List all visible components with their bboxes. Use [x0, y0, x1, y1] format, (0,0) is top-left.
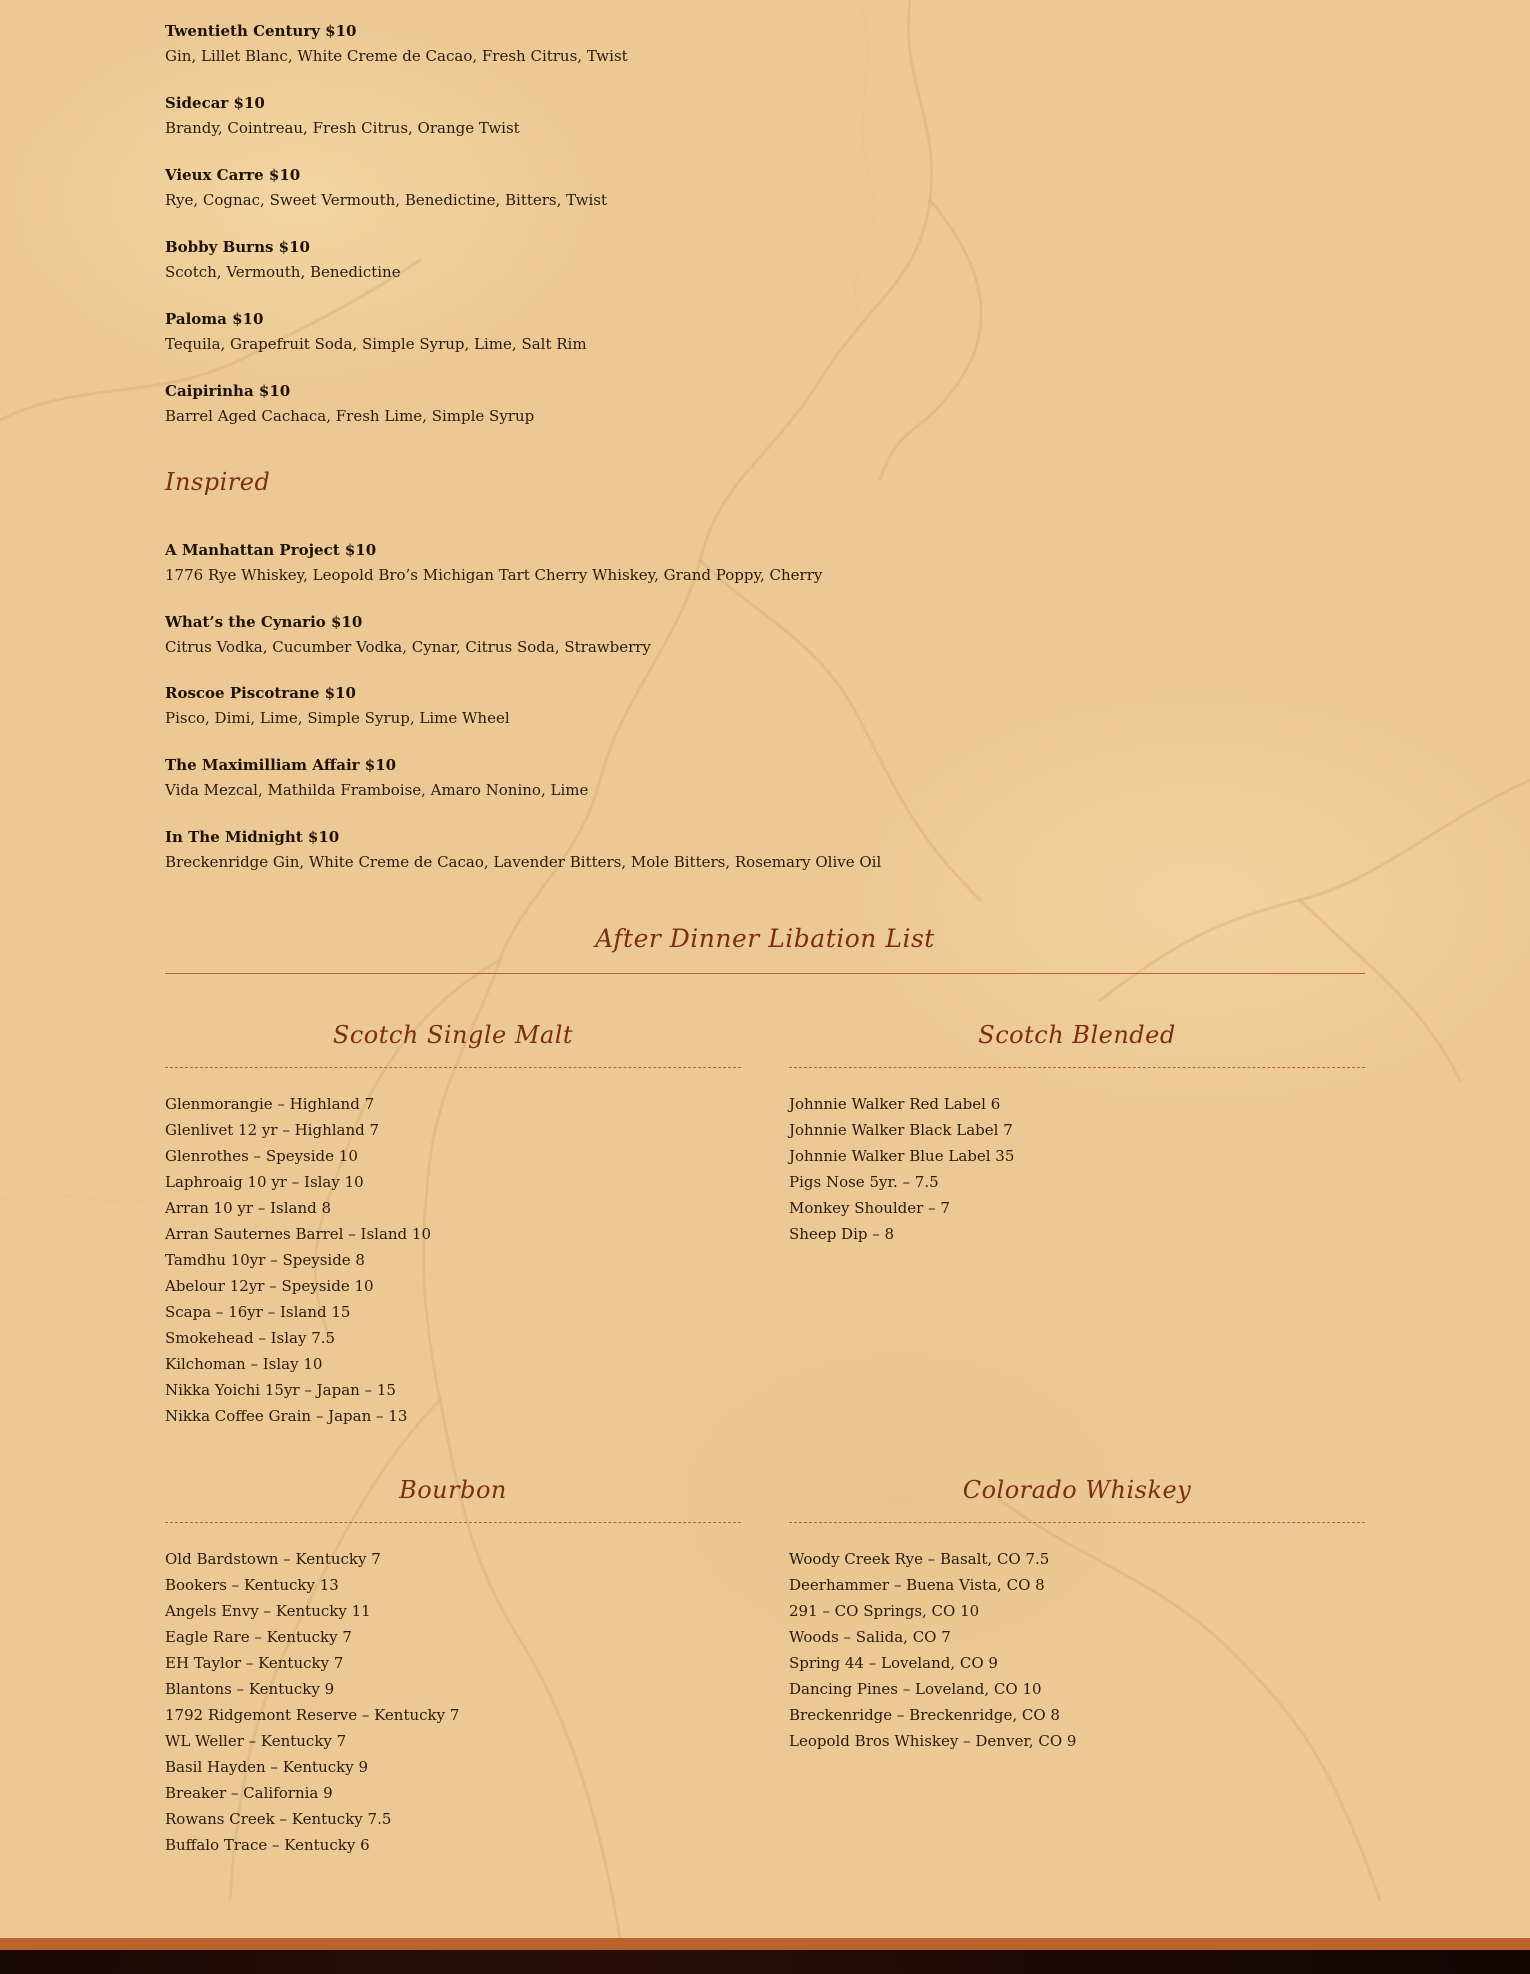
- list-item: Woody Creek Rye – Basalt, CO 7.5: [789, 1550, 1050, 1568]
- list-item: 1792 Ridgemont Reserve – Kentucky 7: [165, 1706, 460, 1724]
- menu-item-title: Twentieth Century $10: [165, 22, 357, 40]
- menu-item: [165, 612, 1265, 657]
- menu-item-description: Rye, Cognac, Sweet Vermouth, Benedictine, Bitters, Twist: [165, 191, 608, 209]
- list-item: Breckenridge – Breckenridge, CO 8: [789, 1706, 1060, 1724]
- list-item: Tamdhu 10yr – Speyside 8: [165, 1251, 365, 1269]
- scotch-single-malt-list: [165, 1091, 741, 1429]
- menu-item-description: Citrus Vodka, Cucumber Vodka, Cynar, Citrus Soda, Strawberry: [165, 638, 651, 656]
- list-item: Old Bardstown – Kentucky 7: [165, 1550, 381, 1568]
- list-item: Scapa – 16yr – Island 15: [165, 1303, 351, 1321]
- menu-item-title: The Maximilliam Affair $10: [165, 756, 397, 774]
- list-item: Kilchoman – Islay 10: [165, 1355, 323, 1373]
- scotch-blended-heading: Scotch Blended: [978, 1021, 1176, 1049]
- dashed-divider: [165, 1522, 741, 1523]
- list-item: Spring 44 – Loveland, CO 9: [789, 1654, 998, 1672]
- menu-item: [165, 381, 1265, 426]
- list-item: Arran Sauternes Barrel – Island 10: [165, 1225, 432, 1243]
- bourbon-list: [165, 1546, 741, 1858]
- menu-item-title: Vieux Carre $10: [165, 166, 301, 184]
- scotch-single-malt-heading: Scotch Single Malt: [332, 1021, 574, 1049]
- list-item: EH Taylor – Kentucky 7: [165, 1654, 344, 1672]
- list-item: Glenmorangie – Highland 7: [165, 1095, 375, 1113]
- dashed-divider: [789, 1522, 1365, 1523]
- menu-item-description: Scotch, Vermouth, Benedictine: [165, 263, 401, 281]
- menu-item-title: What’s the Cynario $10: [165, 613, 363, 631]
- list-item: Rowans Creek – Kentucky 7.5: [165, 1810, 392, 1828]
- inspired-heading: Inspired: [165, 468, 271, 496]
- list-item: Laphroaig 10 yr – Islay 10: [165, 1173, 364, 1191]
- menu-item-description: Breckenridge Gin, White Creme de Cacao, Lavender Bitters, Mole Bitters, Rosemary Olive Oil: [165, 853, 882, 871]
- list-item: Leopold Bros Whiskey – Denver, CO 9: [789, 1732, 1077, 1750]
- list-item: Smokehead – Islay 7.5: [165, 1329, 336, 1347]
- list-item: Woods – Salida, CO 7: [789, 1628, 951, 1646]
- list-item: Johnnie Walker Red Label 6: [789, 1095, 1001, 1113]
- scotch-blended-section: [789, 1020, 1365, 1247]
- list-item: Breaker – California 9: [165, 1784, 333, 1802]
- colorado-whiskey-list: [789, 1546, 1365, 1754]
- bourbon-heading: Bourbon: [399, 1476, 507, 1504]
- menu-item: [165, 165, 1265, 210]
- list-item: Glenlivet 12 yr – Highland 7: [165, 1121, 380, 1139]
- bourbon-section: [165, 1475, 741, 1858]
- menu-item: [165, 827, 1265, 872]
- list-item: Bookers – Kentucky 13: [165, 1576, 339, 1594]
- menu-item: [165, 93, 1265, 138]
- list-item: Glenrothes – Speyside 10: [165, 1147, 358, 1165]
- menu-item: [165, 237, 1265, 282]
- list-item: Deerhammer – Buena Vista, CO 8: [789, 1576, 1045, 1594]
- menu-item-description: Barrel Aged Cachaca, Fresh Lime, Simple Syrup: [165, 407, 535, 425]
- list-item: Eagle Rare – Kentucky 7: [165, 1628, 352, 1646]
- menu-item: [165, 755, 1265, 800]
- menu-item-title: Roscoe Piscotrane $10: [165, 684, 356, 702]
- menu-item-description: Tequila, Grapefruit Soda, Simple Syrup, Lime, Salt Rim: [165, 335, 587, 353]
- scotch-single-malt-section: [165, 1020, 741, 1429]
- menu-item: [165, 21, 1265, 66]
- menu-item-title: Caipirinha $10: [165, 382, 291, 400]
- menu-item: [165, 309, 1265, 354]
- menu-item-title: In The Midnight $10: [165, 828, 340, 846]
- menu-item-description: Vida Mezcal, Mathilda Framboise, Amaro Nonino, Lime: [165, 781, 589, 799]
- footer: [0, 1950, 1530, 1974]
- list-item: 291 – CO Springs, CO 10: [789, 1602, 980, 1620]
- list-item: Johnnie Walker Blue Label 35: [789, 1147, 1015, 1165]
- list-item: Monkey Shoulder – 7: [789, 1199, 950, 1217]
- list-item: Abelour 12yr – Speyside 10: [165, 1277, 374, 1295]
- list-item: Pigs Nose 5yr. – 7.5: [789, 1173, 939, 1191]
- menu-item-title: Paloma $10: [165, 310, 264, 328]
- footer-accent-band: [0, 1938, 1530, 1950]
- list-item: WL Weller – Kentucky 7: [165, 1732, 347, 1750]
- dashed-divider: [789, 1067, 1365, 1068]
- list-item: Angels Envy – Kentucky 11: [165, 1602, 371, 1620]
- menu-item-description: 1776 Rye Whiskey, Leopold Bro’s Michigan Tart Cherry Whiskey, Grand Poppy, Cherry: [165, 566, 823, 584]
- list-item: Sheep Dip – 8: [789, 1225, 895, 1243]
- colorado-whiskey-heading: Colorado Whiskey: [962, 1476, 1192, 1504]
- list-item: Buffalo Trace – Kentucky 6: [165, 1836, 370, 1854]
- menu-item-description: Brandy, Cointreau, Fresh Citrus, Orange Twist: [165, 119, 520, 137]
- section-divider: [165, 973, 1365, 974]
- after-dinner-title: After Dinner Libation List: [595, 924, 935, 953]
- scotch-blended-list: [789, 1091, 1365, 1247]
- colorado-whiskey-section: [789, 1475, 1365, 1754]
- menu-item-description: Gin, Lillet Blanc, White Creme de Cacao, Fresh Citrus, Twist: [165, 47, 628, 65]
- menu-item-title: Bobby Burns $10: [165, 238, 310, 256]
- menu-item-title: A Manhattan Project $10: [165, 541, 377, 559]
- list-item: Nikka Coffee Grain – Japan – 13: [165, 1407, 408, 1425]
- menu-item-title: Sidecar $10: [165, 94, 265, 112]
- list-item: Blantons – Kentucky 9: [165, 1680, 335, 1698]
- list-item: Nikka Yoichi 15yr – Japan – 15: [165, 1381, 396, 1399]
- list-item: Dancing Pines – Loveland, CO 10: [789, 1680, 1042, 1698]
- menu-item-description: Pisco, Dimi, Lime, Simple Syrup, Lime Wheel: [165, 709, 510, 727]
- list-item: Arran 10 yr – Island 8: [165, 1199, 332, 1217]
- menu-item: [165, 540, 1265, 585]
- dashed-divider: [165, 1067, 741, 1068]
- list-item: Johnnie Walker Black Label 7: [789, 1121, 1013, 1139]
- list-item: Basil Hayden – Kentucky 9: [165, 1758, 369, 1776]
- menu-item: [165, 683, 1265, 728]
